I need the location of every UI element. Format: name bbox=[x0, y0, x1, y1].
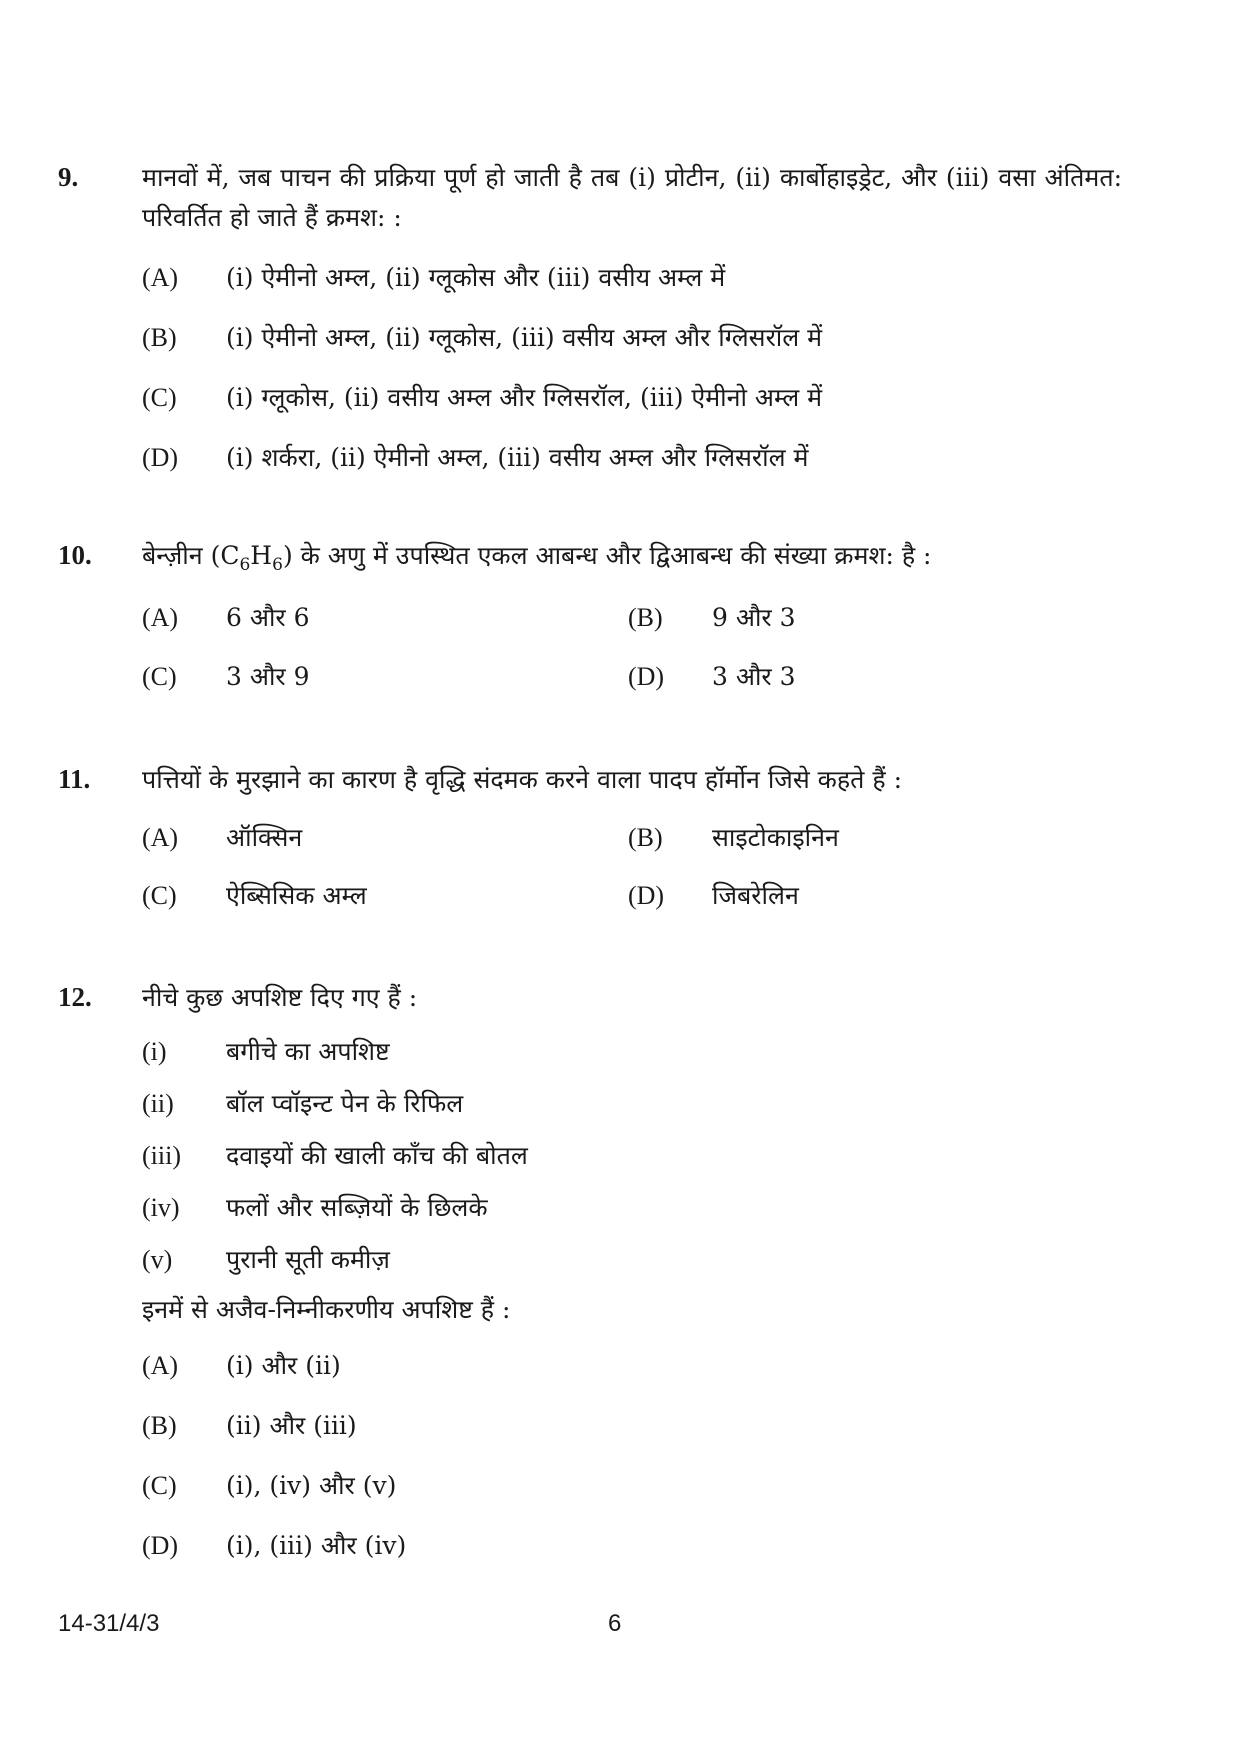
question-number: 12. bbox=[58, 982, 92, 1012]
option-text: (i), (iv) और (v) bbox=[226, 1471, 397, 1500]
list-item bbox=[142, 1036, 390, 1068]
item-label: (v) bbox=[142, 1245, 173, 1274]
option-text: (i), (iii) और (iv) bbox=[226, 1531, 407, 1560]
item-text: बगीचे का अपशिष्ट bbox=[226, 1037, 390, 1066]
item-text: फलों और सब्ज़ियों के छिलके bbox=[226, 1193, 488, 1222]
option-label: (B) bbox=[628, 823, 663, 852]
option-d bbox=[628, 661, 796, 693]
option-label: (A) bbox=[142, 823, 179, 852]
option-label: (C) bbox=[142, 1471, 177, 1500]
option-text: (i) और (ii) bbox=[226, 1351, 341, 1380]
option-text: 6 और 6 bbox=[226, 603, 310, 632]
option-text: 3 और 3 bbox=[712, 662, 796, 691]
list-item bbox=[142, 1244, 390, 1276]
question-text: नीचे कुछ अपशिष्ट दिए गए हैं : bbox=[142, 983, 418, 1012]
option-text: (i) शर्करा, (ii) ऐमीनो अम्ल, (iii) वसीय अम्ल और ग्लिसरॉल में bbox=[226, 443, 809, 472]
option-text: 9 और 3 bbox=[712, 603, 796, 632]
option-c bbox=[142, 880, 367, 912]
option-text: साइटोकाइनिन bbox=[712, 823, 839, 852]
question-number: 11. bbox=[58, 764, 91, 794]
option-text: ऑक्सिन bbox=[226, 823, 303, 852]
option-label: (C) bbox=[142, 881, 177, 910]
item-label: (i) bbox=[142, 1037, 167, 1066]
option-text: जिबरेलिन bbox=[712, 881, 799, 910]
item-text: पुरानी सूती कमीज़ bbox=[226, 1245, 390, 1274]
option-label: (D) bbox=[628, 881, 665, 910]
option-label: (B) bbox=[628, 603, 663, 632]
question-number: 10. bbox=[58, 540, 92, 570]
option-label: (A) bbox=[142, 1351, 179, 1380]
option-text: (ii) और (iii) bbox=[226, 1411, 357, 1440]
option-b bbox=[142, 322, 822, 354]
list-item bbox=[142, 1192, 488, 1224]
option-label: (B) bbox=[142, 1411, 177, 1440]
option-c bbox=[142, 1470, 396, 1502]
option-b bbox=[628, 822, 839, 854]
option-a bbox=[142, 602, 310, 634]
option-b bbox=[628, 602, 796, 634]
item-text: बॉल प्वॉइन्ट पेन के रिफिल bbox=[226, 1089, 464, 1118]
question-text: बेन्ज़ीन $(C_6H_6)$ के अणु में उपस्थित एकल आबन्ध और द्विआबन्ध की संख्या क्रमश: है : bbox=[142, 541, 932, 575]
item-label: (iv) bbox=[142, 1193, 180, 1222]
question-text: मानवों में, जब पाचन की प्रक्रिया पूर्ण हो जाती है तब (i) प्रोटीन, (ii) कार्बोहाइड्रेट, और (iii) वसा अंतिमत: परिवर्तित हो जाते हैं क्रमश: : bbox=[142, 163, 1122, 232]
option-b bbox=[142, 1410, 357, 1442]
option-text: (i) ऐमीनो अम्ल, (ii) ग्लूकोस, (iii) वसीय अम्ल और ग्लिसरॉल में bbox=[226, 323, 823, 352]
option-c bbox=[142, 661, 310, 693]
option-text: ऐब्सिसिक अम्ल bbox=[226, 881, 367, 910]
option-label: (D) bbox=[628, 662, 665, 691]
option-text: 3 और 9 bbox=[226, 662, 310, 691]
paper-code: 14-31/4/3 bbox=[58, 1610, 160, 1637]
option-text: (i) ऐमीनो अम्ल, (ii) ग्लूकोस और (iii) वसीय अम्ल में bbox=[226, 263, 726, 292]
option-label: (D) bbox=[142, 1531, 179, 1560]
option-label: (A) bbox=[142, 263, 179, 292]
option-c bbox=[142, 382, 822, 414]
option-d bbox=[628, 880, 799, 912]
option-label: (B) bbox=[142, 323, 177, 352]
option-a bbox=[142, 1350, 341, 1382]
option-text: (i) ग्लूकोस, (ii) वसीय अम्ल और ग्लिसरॉल, (iii) ऐमीनो अम्ल में bbox=[226, 383, 823, 412]
question-subtext: इनमें से अजैव-निम्नीकरणीय अपशिष्ट हैं : bbox=[142, 1295, 511, 1324]
option-a bbox=[142, 822, 302, 854]
item-label: (ii) bbox=[142, 1089, 174, 1118]
option-label: (C) bbox=[142, 383, 177, 412]
question-text: पत्तियों के मुरझाने का कारण है वृद्धि संदमक करने वाला पादप हॉर्मोन जिसे कहते हैं : bbox=[142, 765, 903, 794]
option-label: (C) bbox=[142, 662, 177, 691]
page-number: 6 bbox=[608, 1610, 622, 1637]
item-label: (iii) bbox=[142, 1141, 181, 1170]
option-label: (A) bbox=[142, 603, 179, 632]
item-text: दवाइयों की खाली काँच की बोतल bbox=[226, 1141, 528, 1170]
list-item bbox=[142, 1140, 528, 1172]
option-d bbox=[142, 1530, 406, 1562]
option-label: (D) bbox=[142, 443, 179, 472]
option-d bbox=[142, 442, 808, 474]
question-number: 9. bbox=[58, 162, 79, 192]
list-item bbox=[142, 1088, 463, 1120]
option-a bbox=[142, 262, 725, 294]
